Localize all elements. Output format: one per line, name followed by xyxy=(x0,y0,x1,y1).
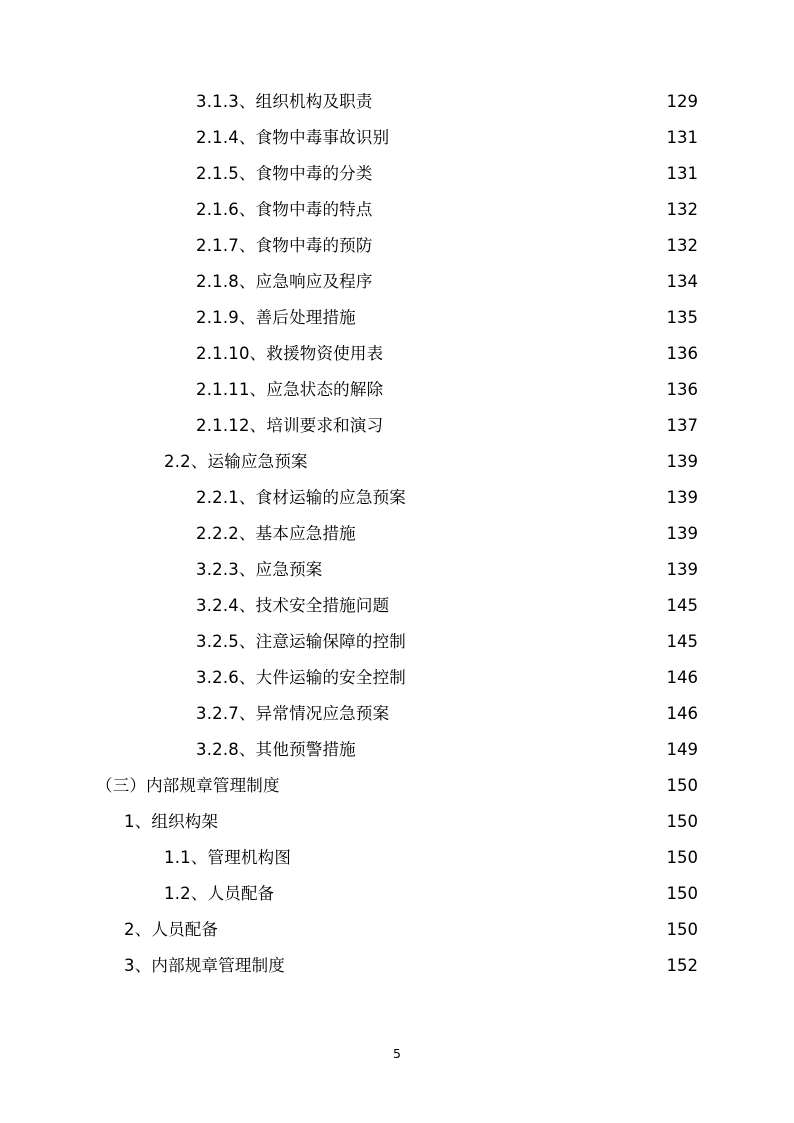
toc-entry[interactable] xyxy=(96,552,698,588)
toc-entry-page: 131 xyxy=(666,128,698,147)
toc-entry-page: 150 xyxy=(666,848,698,867)
toc-entry-page: 134 xyxy=(666,272,698,291)
toc-entry-label: 1.1、管理机构图 xyxy=(164,848,292,867)
toc-leader-dots xyxy=(291,955,660,972)
toc-entry-label: 1.2、人员配备 xyxy=(164,884,275,903)
toc-entry-page: 145 xyxy=(666,596,698,615)
toc-entry[interactable] xyxy=(96,156,698,192)
toc-entry-page: 150 xyxy=(666,776,698,795)
toc-entry-label: 2.1.8、应急响应及程序 xyxy=(196,272,373,291)
toc-leader-dots xyxy=(389,379,660,396)
toc-leader-dots xyxy=(362,523,660,540)
toc-leader-dots xyxy=(379,199,660,216)
toc-leader-dots xyxy=(395,595,660,612)
toc-entry-label: 3.1.3、组织机构及职责 xyxy=(196,92,373,111)
toc-entry-label: 2.1.7、食物中毒的预防 xyxy=(196,236,373,255)
toc-entry-page: 139 xyxy=(666,524,698,543)
toc-entry[interactable] xyxy=(96,588,698,624)
toc-entry[interactable] xyxy=(96,912,698,948)
toc-entry[interactable] xyxy=(96,84,698,120)
toc-entry-label: 2.2.2、基本应急措施 xyxy=(196,524,356,543)
toc-entry-page: 135 xyxy=(666,308,698,327)
toc-entry-page: 146 xyxy=(666,704,698,723)
toc-entry[interactable] xyxy=(96,120,698,156)
toc-entry[interactable] xyxy=(96,876,698,912)
toc-entry-label: 3.2.5、注意运输保障的控制 xyxy=(196,632,406,651)
toc-leader-dots xyxy=(362,739,660,756)
toc-entry[interactable] xyxy=(96,768,698,804)
toc-entry-page: 132 xyxy=(666,236,698,255)
toc-entry-label: 2.1.9、善后处理措施 xyxy=(196,308,356,327)
toc-entry[interactable] xyxy=(96,192,698,228)
toc-entry[interactable] xyxy=(96,264,698,300)
toc-leader-dots xyxy=(395,703,660,720)
toc-leader-dots xyxy=(389,343,660,360)
toc-entry[interactable] xyxy=(96,408,698,444)
toc-entry[interactable] xyxy=(96,336,698,372)
toc-leader-dots xyxy=(224,919,660,936)
toc-entry-label: 3、内部规章管理制度 xyxy=(124,956,285,975)
toc-entry-page: 129 xyxy=(666,92,698,111)
toc-entry[interactable] xyxy=(96,948,698,984)
toc-entry-page: 149 xyxy=(666,740,698,759)
toc-entry-page: 150 xyxy=(666,812,698,831)
toc-entry-label: 3.2.8、其他预警措施 xyxy=(196,740,356,759)
toc-entry-label: 2.1.10、救援物资使用表 xyxy=(196,344,384,363)
toc-leader-dots xyxy=(379,163,660,180)
toc-entry[interactable] xyxy=(96,624,698,660)
toc-entry-label: 2.1.4、食物中毒事故识别 xyxy=(196,128,390,147)
toc-entry[interactable] xyxy=(96,300,698,336)
toc-entry-label: （三）内部规章管理制度 xyxy=(96,776,280,795)
toc-leader-dots xyxy=(379,235,660,252)
toc-leader-dots xyxy=(280,883,660,900)
toc-entry-label: 1、组织构架 xyxy=(124,812,219,831)
toc-leader-dots xyxy=(395,127,660,144)
toc-entry-label: 2.1.12、培训要求和演习 xyxy=(196,416,384,435)
toc-leader-dots xyxy=(314,451,660,468)
toc-entry-label: 3.2.7、异常情况应急预案 xyxy=(196,704,390,723)
toc-entry-page: 146 xyxy=(666,668,698,687)
toc-entry-page: 150 xyxy=(666,920,698,939)
toc-leader-dots xyxy=(379,91,660,108)
toc-entry-page: 150 xyxy=(666,884,698,903)
toc-leader-dots xyxy=(328,559,660,576)
toc-entry-label: 2.2、运输应急预案 xyxy=(164,452,308,471)
toc-leader-dots xyxy=(286,775,660,792)
toc-entry[interactable] xyxy=(96,804,698,840)
toc-leader-dots xyxy=(297,847,660,864)
toc-entry[interactable] xyxy=(96,660,698,696)
toc-entry[interactable] xyxy=(96,696,698,732)
table-of-contents xyxy=(96,84,698,984)
toc-leader-dots xyxy=(412,667,660,684)
toc-leader-dots xyxy=(412,487,660,504)
toc-entry[interactable] xyxy=(96,840,698,876)
toc-entry-label: 2.1.11、应急状态的解除 xyxy=(196,380,384,399)
toc-leader-dots xyxy=(412,631,660,648)
toc-entry-label: 2.1.6、食物中毒的特点 xyxy=(196,200,373,219)
toc-entry[interactable] xyxy=(96,444,698,480)
toc-entry[interactable] xyxy=(96,732,698,768)
toc-entry-label: 2、人员配备 xyxy=(124,920,219,939)
toc-entry-label: 3.2.3、应急预案 xyxy=(196,560,323,579)
toc-entry-page: 139 xyxy=(666,560,698,579)
toc-entry-page: 139 xyxy=(666,452,698,471)
toc-entry-page: 137 xyxy=(666,416,698,435)
toc-entry-label: 3.2.4、技术安全措施问题 xyxy=(196,596,390,615)
toc-entry-label: 3.2.6、大件运输的安全控制 xyxy=(196,668,406,687)
toc-entry-label: 2.2.1、食材运输的应急预案 xyxy=(196,488,406,507)
toc-entry-page: 131 xyxy=(666,164,698,183)
toc-leader-dots xyxy=(379,271,660,288)
toc-entry-label: 2.1.5、食物中毒的分类 xyxy=(196,164,373,183)
toc-leader-dots xyxy=(389,415,660,432)
toc-leader-dots xyxy=(362,307,660,324)
toc-entry-page: 136 xyxy=(666,344,698,363)
toc-entry-page: 132 xyxy=(666,200,698,219)
toc-entry-page: 136 xyxy=(666,380,698,399)
toc-entry[interactable] xyxy=(96,372,698,408)
toc-entry[interactable] xyxy=(96,480,698,516)
page-number: 5 xyxy=(393,1046,401,1061)
toc-entry[interactable] xyxy=(96,516,698,552)
toc-leader-dots xyxy=(224,811,660,828)
toc-entry-page: 139 xyxy=(666,488,698,507)
toc-entry[interactable] xyxy=(96,228,698,264)
toc-entry-page: 152 xyxy=(666,956,698,975)
toc-entry-page: 145 xyxy=(666,632,698,651)
